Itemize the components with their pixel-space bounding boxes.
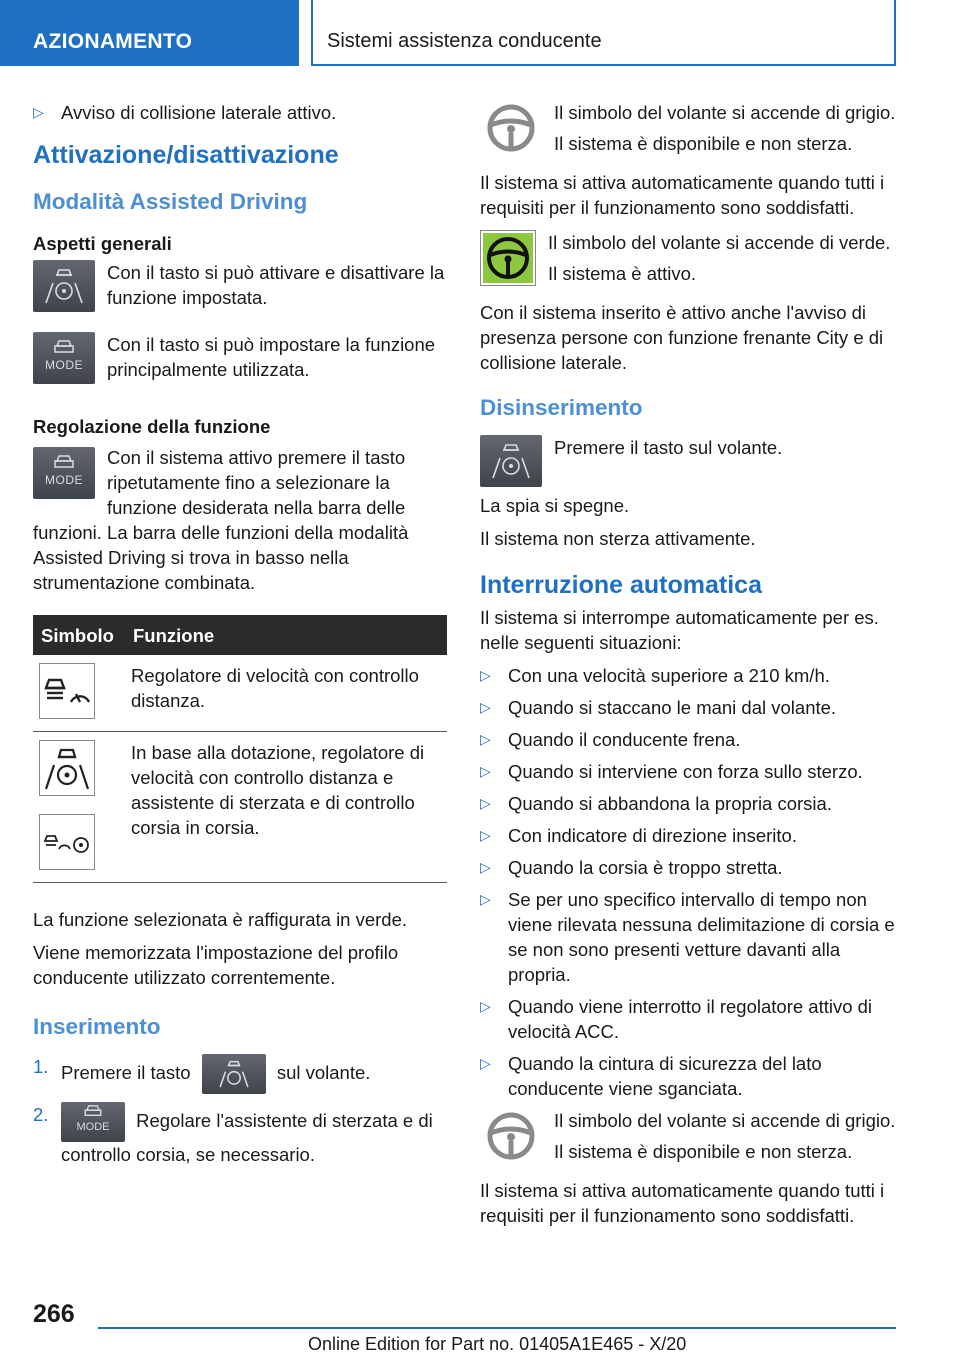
steering-wheel-green-icon (480, 230, 536, 286)
steering-assist-icon (39, 740, 95, 796)
cruise-steering-icon (39, 814, 95, 870)
steering-wheel-grey-icon (480, 1108, 542, 1164)
list-item: ▷ Quando si staccano le mani dal volante. (480, 697, 837, 718)
assist-button-icon (33, 260, 95, 312)
table-row: In base alla dotazione, regolatore di velocità con controllo distanza e assistente di sterzata e di controllo corsia in corsia. (33, 732, 447, 883)
heading-assisted-driving: Modalità Assisted Driving (33, 189, 308, 214)
list-item: ▷ Avviso di collisione laterale attivo. (33, 102, 337, 123)
mode-button-icon: MODE (33, 332, 95, 384)
status-description: Il simbolo del volante si accende di verde. Il sistema è attivo. (480, 230, 896, 294)
list-item: ▷ Quando la cintura di sicurezza del lato conducente viene sganciata. (480, 1053, 822, 1099)
footer-divider (98, 1327, 896, 1329)
status-description: Il simbolo del volante si accende di grigio. Il sistema è disponibile e non sterza. (480, 1108, 896, 1172)
paragraph: Il sistema si attiva automaticamente quando tutti i requisiti per il funzionamento sono soddisfatti. (480, 1180, 885, 1226)
triangle-bullet-icon: ▷ (480, 891, 491, 907)
edition-note: Online Edition for Part no. 01405A1E465 - X/20 (308, 1334, 687, 1354)
triangle-bullet-icon: ▷ (480, 763, 491, 779)
button-description: Con il tasto si può attivare e disattivare la funzione impostata. (33, 260, 447, 312)
triangle-bullet-icon: ▷ (480, 667, 491, 683)
heading-activation: Attivazione/disattivazione (33, 141, 339, 169)
list-item: ▷ Quando viene interrotto il regolatore attivo di velocità ACC. (480, 996, 873, 1042)
chapter-title: Sistemi assistenza conducente (311, 0, 896, 66)
list-item: ▷ Quando si abbandona la propria corsia. (480, 793, 832, 814)
paragraph: Il sistema si interrompe automaticamente per es. nelle seguenti situazioni: (480, 607, 879, 653)
button-description: Premere il tasto sul volante. (480, 435, 896, 487)
table-row: Regolatore di velocità con controllo distanza. (33, 655, 447, 732)
steps-list (33, 1054, 447, 1167)
right-column (480, 100, 896, 1236)
left-column (33, 100, 447, 1175)
paragraph: Il sistema non sterza attivamente. (480, 528, 756, 549)
list-item: ▷ Quando si interviene con forza sullo sterzo. (480, 761, 863, 782)
triangle-bullet-icon: ▷ (33, 104, 44, 120)
heading-interruzione: Interruzione automatica (480, 571, 762, 599)
symbol-table (33, 615, 447, 883)
heading-inserimento: Inserimento (33, 1014, 161, 1039)
list-item: ▷ Con indicatore di direzione inserito. (480, 825, 797, 846)
triangle-bullet-icon: ▷ (480, 827, 491, 843)
heading-disinserimento: Disinserimento (480, 395, 643, 420)
page-header (0, 0, 960, 66)
mode-button-icon: MODE (61, 1102, 125, 1142)
heading-regolazione: Regolazione della funzione (33, 416, 271, 437)
table-header: Simbolo (33, 615, 125, 655)
page-number: 266 (33, 1300, 75, 1328)
table-header: Funzione (125, 615, 447, 655)
list-item: ▷ Con una velocità superiore a 210 km/h. (480, 665, 830, 686)
triangle-bullet-icon: ▷ (480, 859, 491, 875)
list-item: 1. Premere il tasto sul volante. (33, 1054, 447, 1094)
status-description: Il simbolo del volante si accende di grigio. Il sistema è disponibile e non sterza. (480, 100, 896, 164)
triangle-bullet-icon: ▷ (480, 699, 491, 715)
mode-button-icon: MODE (33, 447, 95, 499)
cruise-distance-icon (39, 663, 95, 719)
triangle-bullet-icon: ▷ (480, 731, 491, 747)
paragraph: Con il sistema inserito è attivo anche l'avviso di presenza persone con funzione frenante City e di collisione laterale. (480, 302, 884, 373)
triangle-bullet-icon: ▷ (480, 998, 491, 1014)
steering-wheel-grey-icon (480, 100, 542, 156)
heading-general: Aspetti generali (33, 233, 172, 254)
assist-button-icon (480, 435, 542, 487)
paragraph: La spia si spegne. (480, 495, 630, 516)
list-item: ▷ Quando la corsia è troppo stretta. (480, 857, 783, 878)
triangle-bullet-icon: ▷ (480, 795, 491, 811)
interruption-list (480, 663, 896, 1101)
button-description: MODE Con il tasto si può impostare la funzione principalmente utilizzata. (33, 332, 447, 384)
paragraph: La funzione selezionata è raffigurata in verde. (33, 909, 408, 930)
paragraph: Il sistema si attiva automaticamente quando tutti i requisiti per il funzionamento sono soddisfatti. (480, 172, 885, 218)
list-item: ▷ Se per uno specifico intervallo di tempo non viene rilevata nessuna delimitazione di corsia e se non sono presenti vetture davanti alla propria. (480, 889, 895, 985)
regolazione-paragraph: MODE Con il sistema attivo premere il tasto ripetutamente fino a selezionare la funzione desiderata nella barra delle funzioni. La barra delle funzioni della modalità Assisted Driving si trova in basso nella strumentazione combinata. (33, 447, 409, 593)
section-tab[interactable]: AZIONAMENTO (0, 0, 299, 66)
triangle-bullet-icon: ▷ (480, 1055, 491, 1071)
paragraph: Viene memorizzata l'impostazione del profilo conducente utilizzato correntemente. (33, 942, 399, 988)
list-item: 2. MODE Regolare l'assistente di sterzata e di controllo corsia, se necessario. (33, 1104, 433, 1165)
assist-button-icon (202, 1054, 266, 1094)
list-item: ▷ Quando il conducente frena. (480, 729, 741, 750)
